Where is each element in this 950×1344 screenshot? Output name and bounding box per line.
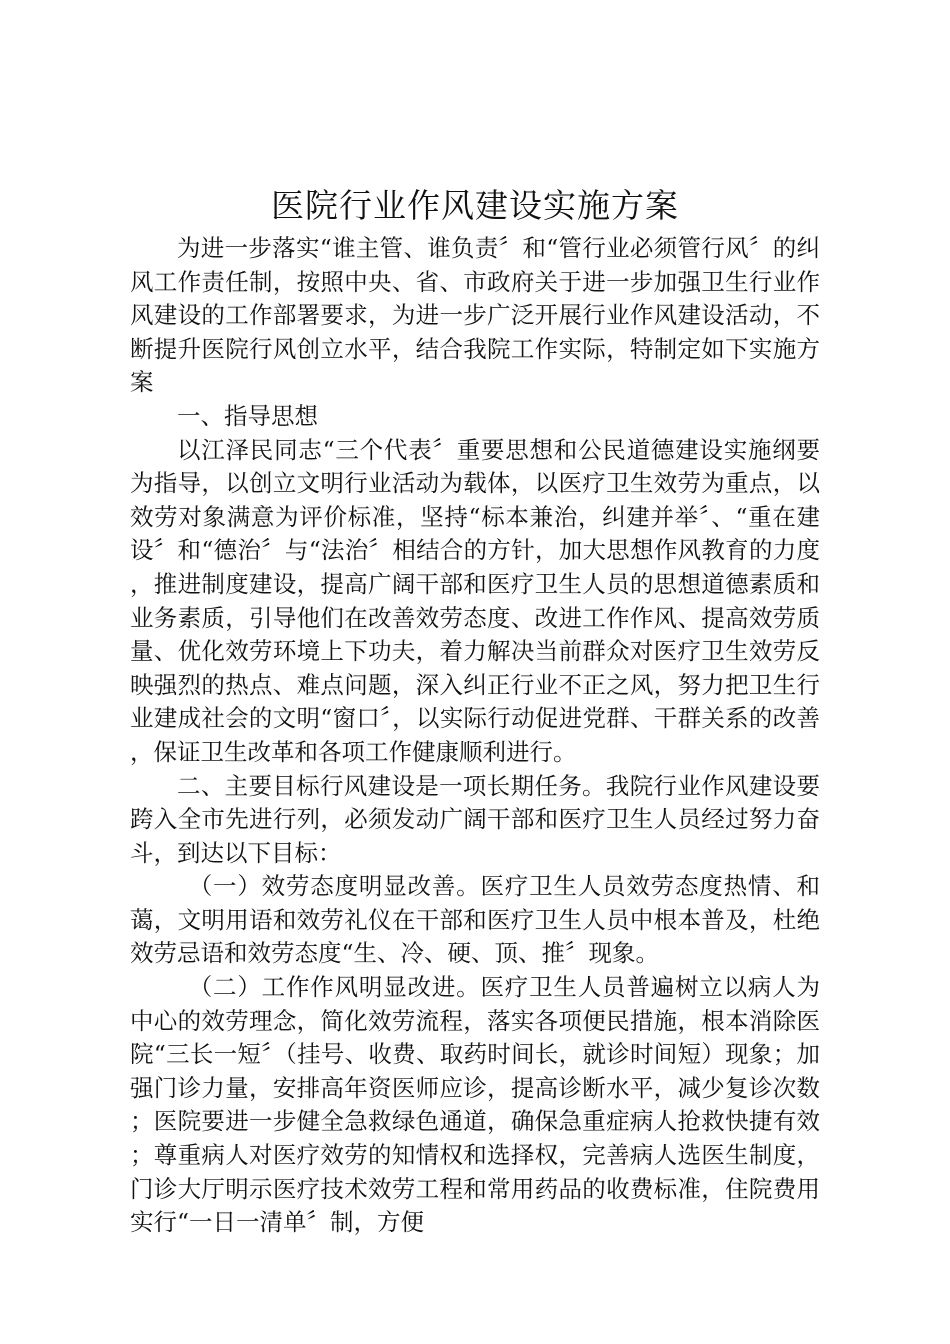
section-heading-guiding-ideology: 一、指导思想 (177, 401, 318, 430)
goal-1-paragraph: （一）效劳态度明显改善。医疗卫生人员效劳态度热情、和蔼，文明用语和效劳礼仪在干部和医疗卫生人员中根本普及，杜绝效劳忌语和效劳态度“生、冷、硬、顶、推〞现象。 (130, 872, 820, 968)
document-body (130, 232, 820, 1240)
goal-2-paragraph: （二）工作作风明显改进。医疗卫生人员普遍树立以病人为中心的效劳理念，简化效劳流程，落实各项便民措施，根本消除医院“三长一短〞（挂号、收费、取药时间长，就诊时间短）现象；加强门诊力量，安排高年资医师应诊，提高诊断水平，减少复诊次数；医院要进一步健全急救绿色通道，确保急重症病人抢救快捷有效；尊重病人对医疗效劳的知情权和选择权，完善病人选医生制度，门诊大厅明示医疗技术效劳工程和常用药品的收费标准，住院费用实行“一日一清单〞制，方便 (130, 973, 820, 1237)
document-title: 医院行业作风建设实施方案 (271, 186, 679, 225)
intro-paragraph: 为进一步落实“谁主管、谁负责〞和“管行业必须管行风〞的纠风工作责任制，按照中央、省、市政府关于进一步加强卫生行业作风建设的工作部署要求，为进一步广泛开展行业作风建设活动，不断提升医院行风创立水平，结合我院工作实际，特制定如下实施方案 (130, 234, 820, 397)
guiding-ideology-paragraph: 以江泽民同志“三个代表〞重要思想和公民道德建设实施纲要为指导，以创立文明行业活动为载体，以医疗卫生效劳为重点，以效劳对象满意为评价标准，坚持“标本兼治，纠建并举〞、“重在建设〞和“德治〞与“法治〞相结合的方针，加大思想作风教育的力度，推进制度建设，提高广阔干部和医疗卫生人员的思想道德素质和业务素质，引导他们在改善效劳态度、改进工作作风、提高效劳质量、优化效劳环境上下功夫，着力解决当前群众对医疗卫生效劳反映强烈的热点、难点问题，深入纠正行业不正之风，努力把卫生行业建成社会的文明“窗口〞，以实际行动促进党群、干群关系的改善，保证卫生改革和各项工作健康顺利进行。 (130, 435, 820, 766)
main-goals-paragraph: 二、主要目标行风建设是一项长期任务。我院行业作风建设要跨入全市先进行列，必须发动广阔干部和医疗卫生人员经过努力奋斗，到达以下目标： (130, 771, 820, 867)
